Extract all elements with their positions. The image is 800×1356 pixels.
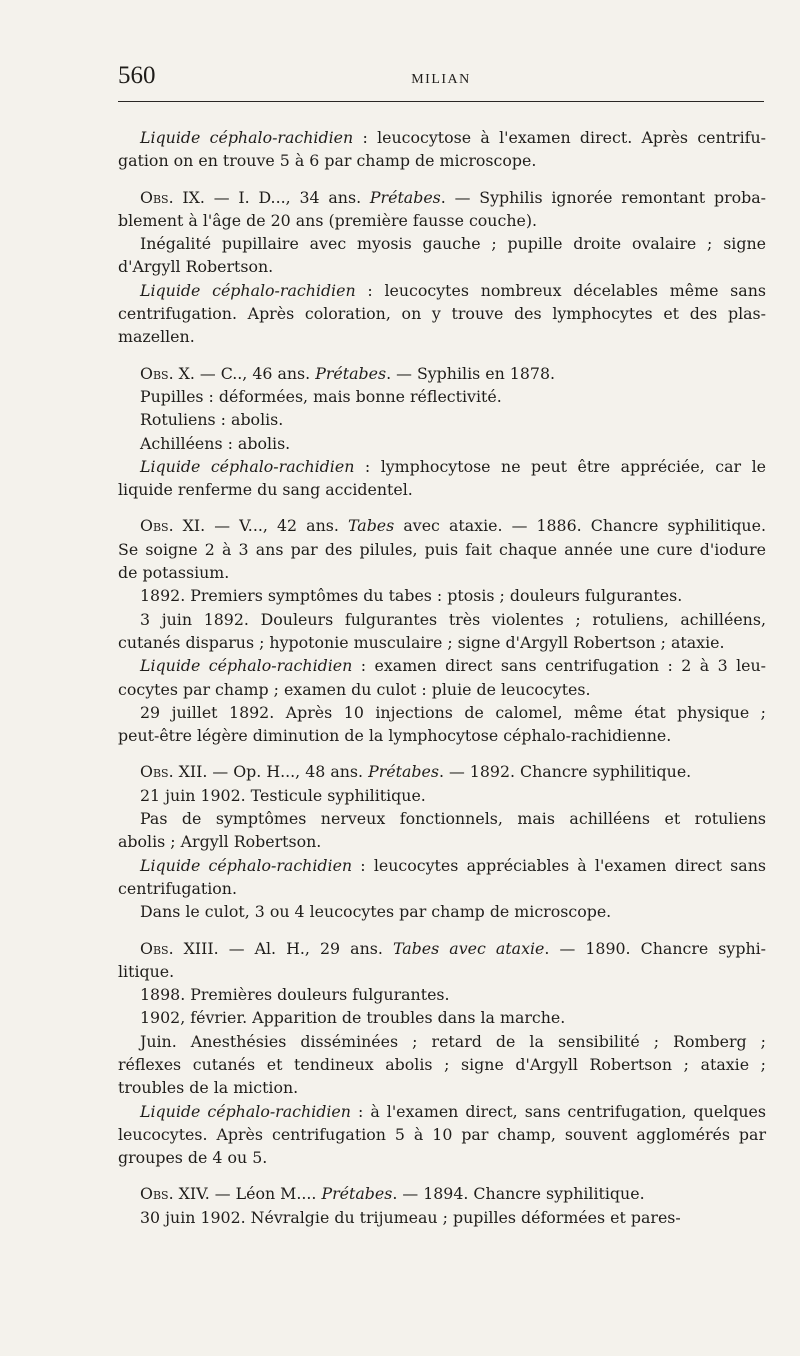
text-run: abolis ; Argyll Robertson.: [118, 832, 322, 852]
text-run: . — 1890. Chancre syphi-: [544, 938, 767, 958]
paragraph-gap: [118, 747, 766, 760]
paragraph: [118, 854, 766, 901]
text-run: 30 juin 1902. Névralgie du trijumeau ; pupilles déformées et pares-: [140, 1207, 681, 1227]
text-line: [118, 1182, 766, 1205]
italic-run: Liquide céphalo-rachidien: [140, 128, 354, 147]
paragraph: [118, 186, 766, 233]
document-body: [118, 126, 766, 1229]
paragraph-gap: [118, 349, 766, 362]
text-line: [118, 1053, 766, 1076]
text-line: [118, 385, 766, 408]
running-head: MILIAN: [411, 72, 471, 87]
paragraph-gap: [118, 173, 766, 186]
paragraph: [118, 983, 766, 1006]
italic-run: Tabes: [347, 516, 395, 536]
paragraph: [118, 937, 766, 984]
text-run: 21 juin 1902. Testicule syphilitique.: [140, 785, 426, 805]
text-run: Pupilles : déformées, mais bonne réflectivité.: [140, 386, 502, 406]
text-run: . XIV. — Léon M....: [168, 1184, 322, 1204]
text-line: [118, 877, 766, 900]
text-line: [118, 255, 766, 278]
paragraph: [118, 1206, 766, 1229]
text-line: [118, 478, 766, 501]
paragraph-gap: [118, 924, 766, 937]
text-run: groupes de 4 ou 5.: [118, 1148, 268, 1168]
text-line: [118, 455, 766, 478]
text-run: litique.: [118, 961, 175, 981]
text-run: . XI. — V..., 42 ans.: [168, 516, 348, 536]
italic-run: Liquide céphalo-rachidien: [140, 1101, 351, 1121]
small-caps-run: Obs: [140, 938, 169, 958]
text-line: [118, 362, 766, 385]
text-line: [118, 678, 766, 701]
small-caps-run: Obs: [140, 516, 169, 536]
text-run: avec ataxie. — 1886. Chancre syphilitique.: [394, 516, 766, 536]
text-run: : leucocytes nombreux décelables même sans: [355, 280, 766, 300]
text-run: leucocytes. Après centrifugation 5 à 10 par champ, souvent agglomérés par: [118, 1124, 766, 1144]
text-line: [118, 538, 766, 561]
paragraph: [118, 584, 766, 607]
italic-run: Liquide céphalo-rachidien: [140, 656, 353, 676]
text-line: [118, 126, 766, 149]
page-number: 560: [118, 62, 156, 89]
small-caps-run: Obs: [140, 762, 169, 782]
paragraph-gap: [118, 1169, 766, 1182]
text-run: 29 juillet 1892. Après 10 injections de calomel, même état physique ;: [140, 702, 766, 722]
paragraph: [118, 408, 766, 431]
text-line: [118, 1206, 766, 1229]
paragraph: [118, 385, 766, 408]
text-line: [118, 654, 766, 677]
text-run: d'Argyll Robertson.: [118, 257, 274, 277]
paragraph: [118, 1100, 766, 1170]
text-line: [118, 760, 766, 783]
text-line: [118, 960, 766, 983]
text-line: [118, 408, 766, 431]
paragraph: [118, 514, 766, 584]
paragraph: [118, 784, 766, 807]
text-run: 1902, février. Apparition de troubles dans la marche.: [140, 1008, 566, 1028]
text-line: [118, 900, 766, 923]
text-run: Juin. Anesthésies disséminées ; retard de la sensibilité ; Romberg ;: [140, 1031, 766, 1051]
text-line: [118, 302, 766, 325]
text-run: . — Syphilis en 1878.: [386, 363, 556, 383]
text-line: [118, 279, 766, 302]
text-run: 1892. Premiers symptômes du tabes : ptosis ; douleurs fulgurantes.: [140, 586, 683, 606]
italic-run: Prétabes: [368, 762, 439, 782]
paragraph: [118, 807, 766, 854]
text-line: [118, 232, 766, 255]
text-run: : à l'examen direct, sans centrifugation, quelques: [350, 1101, 766, 1121]
text-run: 1898. Premières douleurs fulgurantes.: [140, 985, 450, 1005]
small-caps-run: Obs: [140, 1184, 169, 1204]
text-run: peut-être légère diminution de la lymphocytose céphalo-rachidienne.: [118, 726, 672, 746]
text-line: [118, 149, 766, 172]
italic-run: Liquide céphalo-rachidien: [140, 280, 356, 300]
paragraph: [118, 654, 766, 701]
text-line: [118, 514, 766, 537]
small-caps-run: Obs: [140, 363, 169, 383]
italic-run: Liquide céphalo-rachidien: [140, 855, 353, 875]
text-run: : examen direct sans centrifugation : 2 à 3 leu-: [352, 656, 766, 676]
page-header: [118, 62, 764, 102]
text-run: Achilléens : abolis.: [140, 433, 291, 453]
text-line: [118, 1146, 766, 1169]
text-run: : leucocytes appréciables à l'examen direct sans: [352, 855, 766, 875]
paragraph: [118, 1030, 766, 1100]
text-run: Dans le culot, 3 ou 4 leucocytes par champ de microscope.: [140, 902, 612, 922]
italic-run: Liquide céphalo-rachidien: [140, 456, 355, 476]
text-run: . XII. — Op. H..., 48 ans.: [168, 762, 369, 782]
text-run: . IX. — I. D..., 34 ans.: [168, 187, 370, 207]
text-run: réflexes cutanés et tendineux abolis ; signe d'Argyll Robertson ; ataxie ;: [118, 1054, 766, 1074]
paragraph: [118, 279, 766, 349]
text-run: gation on en trouve 5 à 6 par champ de microscope.: [118, 151, 537, 171]
text-run: troubles de la miction.: [118, 1078, 299, 1098]
italic-run: Prétabes: [315, 363, 387, 383]
text-run: . — 1894. Chancre syphilitique.: [392, 1184, 645, 1204]
text-run: centrifugation.: [118, 878, 237, 898]
paragraph: [118, 1182, 766, 1205]
text-line: [118, 1100, 766, 1123]
text-run: Pas de symptômes nerveux fonctionnels, mais achilléens et rotuliens: [140, 809, 766, 829]
text-line: [118, 631, 766, 654]
paragraph: [118, 1006, 766, 1029]
text-run: liquide renferme du sang accidentel.: [118, 480, 413, 500]
text-run: . XIII. — Al. H., 29 ans.: [168, 938, 393, 958]
italic-run: Prétabes: [369, 187, 441, 207]
small-caps-run: Obs: [140, 187, 169, 207]
paragraph: [118, 760, 766, 783]
text-run: Inégalité pupillaire avec myosis gauche ; pupille droite ovalaire ; signe: [140, 234, 766, 254]
text-line: [118, 1076, 766, 1099]
text-line: [118, 784, 766, 807]
text-run: cocytes par champ ; examen du culot : pluie de leucocytes.: [118, 679, 591, 699]
text-line: [118, 432, 766, 455]
text-line: [118, 325, 766, 348]
text-run: 3 juin 1892. Douleurs fulgurantes très violentes ; rotuliens, achilléens,: [140, 609, 766, 629]
text-run: : leucocytose à l'examen direct. Après centrifu-: [353, 128, 766, 147]
text-line: [118, 561, 766, 584]
paragraph-gap: [118, 501, 766, 514]
text-line: [118, 983, 766, 1006]
text-line: [118, 584, 766, 607]
text-run: . — Syphilis ignorée remontant proba-: [440, 187, 766, 207]
text-run: blement à l'âge de 20 ans (première fausse couche).: [118, 210, 538, 230]
paragraph: [118, 432, 766, 455]
text-line: [118, 724, 766, 747]
paragraph: [118, 900, 766, 923]
italic-run: Prétabes: [321, 1184, 393, 1204]
text-line: [118, 1123, 766, 1146]
text-run: centrifugation. Après coloration, on y trouve des lymphocytes et des plas-: [118, 304, 766, 324]
text-line: [118, 937, 766, 960]
text-line: [118, 608, 766, 631]
paragraph: [118, 362, 766, 385]
text-line: [118, 1030, 766, 1053]
paragraph: [118, 608, 766, 655]
text-line: [118, 186, 766, 209]
paragraph: [118, 232, 766, 279]
text-run: Rotuliens : abolis.: [140, 410, 284, 430]
text-line: [118, 1006, 766, 1029]
text-run: Se soigne 2 à 3 ans par des pilules, puis fait chaque année une cure d'iodure: [118, 539, 766, 559]
paragraph: [118, 126, 766, 173]
text-run: mazellen.: [118, 327, 195, 347]
text-run: . — 1892. Chancre syphilitique.: [438, 762, 692, 782]
header-rule: [118, 101, 764, 102]
paragraph: [118, 455, 766, 502]
text-line: [118, 807, 766, 830]
text-line: [118, 830, 766, 853]
text-line: [118, 854, 766, 877]
text-run: . X. — C.., 46 ans.: [168, 363, 316, 383]
text-run: de potassium.: [118, 563, 230, 583]
paragraph: [118, 701, 766, 748]
text-line: [118, 209, 766, 232]
italic-run: Tabes avec ataxie: [392, 938, 545, 958]
text-line: [118, 701, 766, 724]
text-run: : lymphocytose ne peut être appréciée, car le: [354, 456, 766, 476]
text-run: cutanés disparus ; hypotonie musculaire ; signe d'Argyll Robertson ; ataxie.: [118, 632, 725, 652]
